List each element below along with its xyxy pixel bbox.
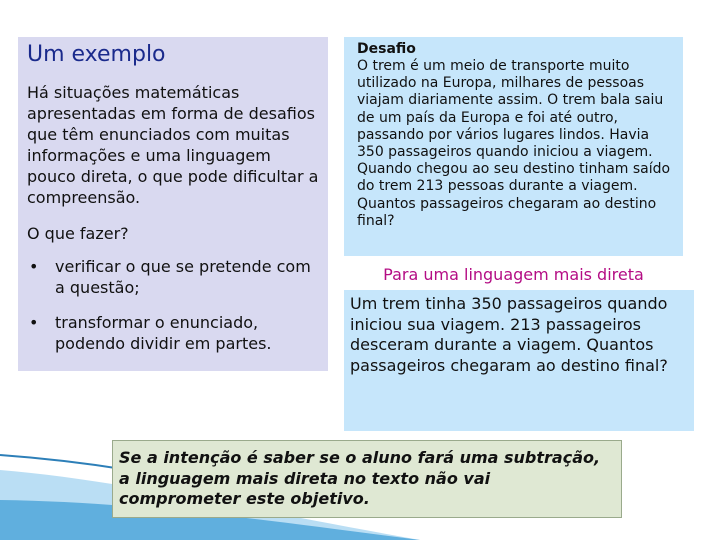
challenge-heading: Desafio xyxy=(357,41,416,57)
conclusion-text: Se a intenção é saber se o aluno fará uma subtração, a linguagem mais direta no texto não vai comprometer este objetivo. xyxy=(119,448,601,508)
challenge-text: O trem é um meio de transporte muito utilizado na Europa, milhares de pessoas viajam diariamente assim. O trem bala saiu de um país da Europa e foi até outro, passando por vários lugares lindos. Havia 350 passageiros quando iniciou a viagem. Quando chegou ao seu destino tinham saído do trem 213 pessoas durante a viagem. Quantos passageiros chegaram ao destino final? xyxy=(357,58,671,229)
bullet-icon: • xyxy=(29,257,39,276)
intro-title: Um exemplo xyxy=(27,42,166,67)
intro-question: O que fazer? xyxy=(27,224,129,243)
tips-list xyxy=(27,256,319,354)
direct-language-box xyxy=(344,290,694,431)
list-item-text: transformar o enunciado, podendo dividir em partes. xyxy=(55,313,272,353)
intro-panel xyxy=(18,37,328,371)
list-item xyxy=(27,312,319,354)
challenge-box xyxy=(344,37,683,256)
direct-language-text: Um trem tinha 350 passageiros quando iniciou sua viagem. 213 passageiros desceram durante a viagem. Quantos passageiros chegaram ao destino final? xyxy=(350,294,668,375)
list-item-text: verificar o que se pretende com a questão; xyxy=(55,257,311,297)
intro-paragraph: Há situações matemáticas apresentadas em forma de desafios que têm enunciados com muitas informações e uma linguagem pouco direta, o que pode dificultar a compreensão. xyxy=(27,83,319,207)
direct-language-subtitle: Para uma linguagem mais direta xyxy=(383,265,644,284)
bullet-icon: • xyxy=(29,313,39,332)
list-item xyxy=(27,256,319,298)
conclusion-box xyxy=(112,440,622,518)
